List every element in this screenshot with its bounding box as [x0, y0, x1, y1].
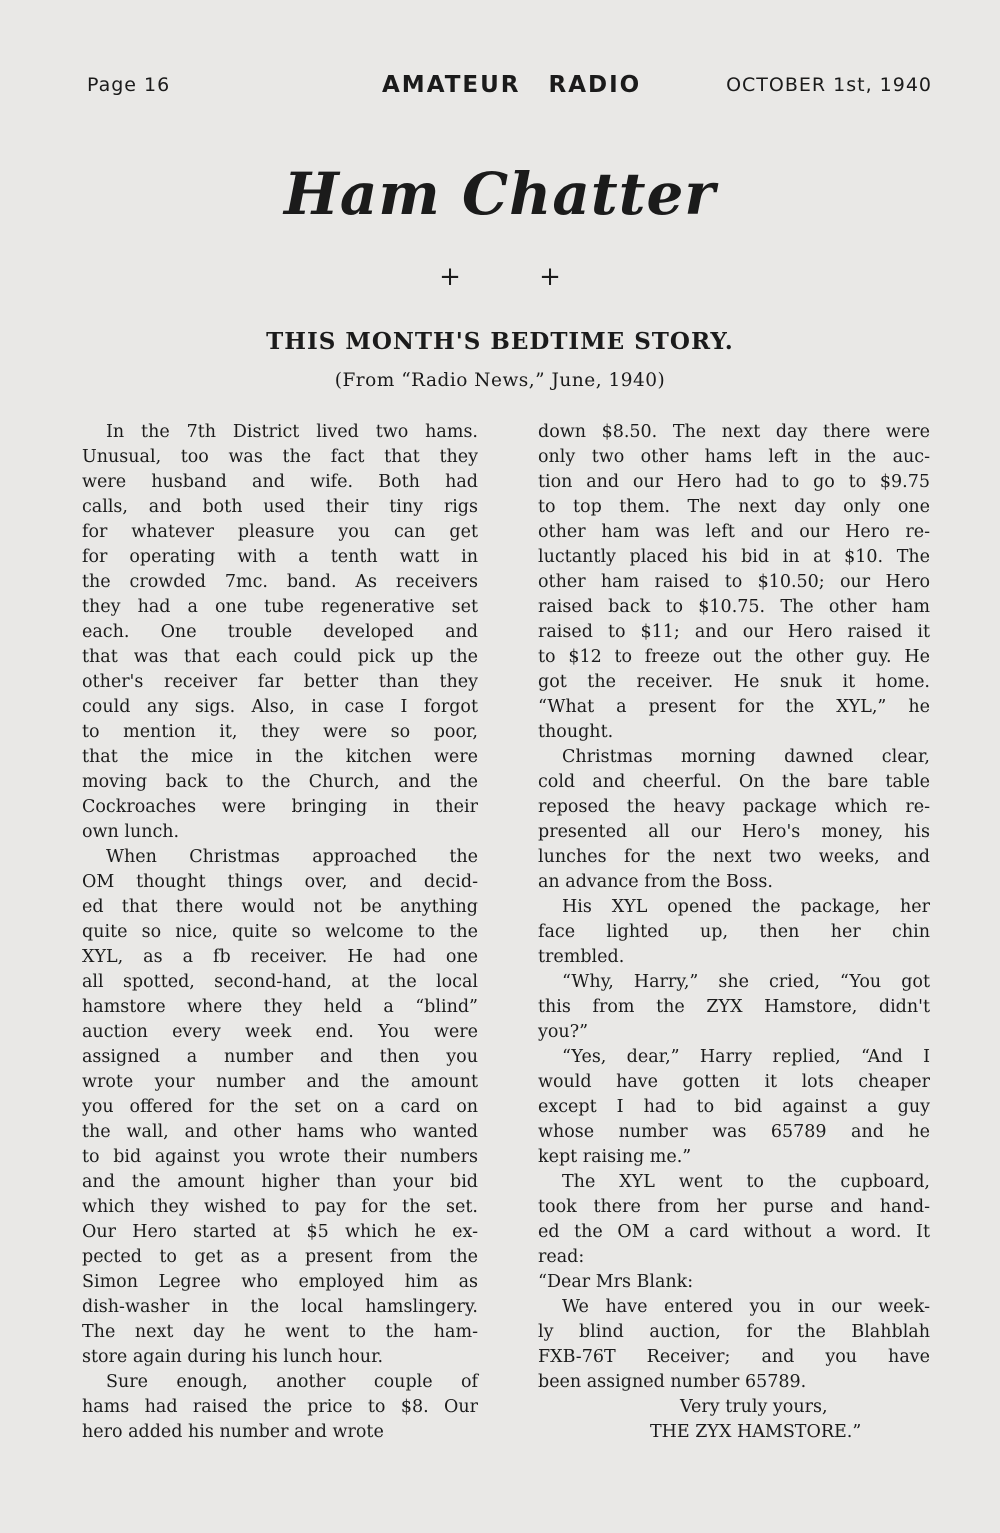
text-line: down $8.50. The next day there were: [538, 422, 930, 442]
page-header: [87, 72, 932, 102]
text-line: they had a one tube regenerative set: [82, 597, 478, 617]
text-line: an advance from the Boss.: [538, 872, 773, 892]
text-line: His XYL opened the package, her: [562, 897, 930, 917]
text-line: auction every week end. You were: [82, 1022, 478, 1042]
text-line: to top them. The next day only one: [538, 497, 930, 517]
left-column: [82, 420, 478, 1445]
text-line: In the 7th District lived two hams.: [106, 422, 478, 442]
text-line: luctantly placed his bid in at $10. The: [538, 547, 930, 567]
text-line: store again during his lunch hour.: [82, 1347, 384, 1367]
text-line: Unusual, too was the fact that they: [82, 447, 478, 467]
text-line: trembled.: [538, 947, 625, 967]
issue-date: OCTOBER 1st, 1940: [726, 74, 932, 96]
text-line: hero added his number and wrote: [82, 1422, 384, 1442]
text-line: been assigned number 65789.: [538, 1372, 807, 1392]
text-line: ed that there would not be anything: [82, 897, 478, 917]
text-line: assigned a number and then you: [82, 1047, 478, 1067]
text-line: THE ZYX HAMSTORE.”: [650, 1422, 862, 1442]
text-line: only two other hams left in the auc-: [538, 447, 930, 467]
text-line: except I had to bid against a guy: [538, 1097, 930, 1117]
text-line: We have entered you in our week-: [562, 1297, 930, 1317]
text-line: calls, and both used their tiny rigs: [82, 497, 478, 517]
story-source: (From “Radio News,” June, 1940): [334, 370, 666, 391]
text-line: Our Hero started at $5 which he ex-: [82, 1222, 478, 1242]
text-line: to bid against you wrote their numbers: [82, 1147, 478, 1167]
text-line: you offered for the set on a card on: [82, 1097, 478, 1117]
text-line: lunches for the next two weeks, and: [538, 847, 930, 867]
right-column: [538, 420, 930, 1445]
text-line: thought.: [538, 722, 614, 742]
text-line: for whatever pleasure you can get: [82, 522, 478, 542]
text-line: reposed the heavy package which re-: [538, 797, 930, 817]
text-line: hamstore where they held a “blind”: [82, 997, 478, 1017]
text-line: that was that each could pick up the: [82, 647, 478, 667]
text-line: Simon Legree who employed him as: [82, 1272, 478, 1292]
text-line: got the receiver. He snuk it home.: [538, 672, 930, 692]
text-line: pected to get as a present from the: [82, 1247, 478, 1267]
text-line: for operating with a tenth watt in: [82, 547, 478, 567]
text-line: “Dear Mrs Blank:: [538, 1272, 694, 1292]
text-line: face lighted up, then her chin: [538, 922, 930, 942]
text-line: tion and our Hero had to go to $9.75: [538, 472, 930, 492]
text-line: hams had raised the price to $8. Our: [82, 1397, 478, 1417]
text-line: wrote your number and the amount: [82, 1072, 478, 1092]
text-line: The XYL went to the cupboard,: [562, 1172, 930, 1192]
text-line: which they wished to pay for the set.: [82, 1197, 478, 1217]
publication-name: AMATEUR RADIO: [382, 72, 642, 98]
text-line: cold and cheerful. On the bare table: [538, 772, 930, 792]
story-title: THIS MONTH'S BEDTIME STORY.: [266, 328, 734, 355]
text-line: raised to $11; and our Hero raised it: [538, 622, 930, 642]
text-line: other's receiver far better than they: [82, 672, 478, 692]
text-line: other ham was left and our Hero re-: [538, 522, 930, 542]
text-line: whose number was 65789 and he: [538, 1122, 930, 1142]
text-line: Very truly yours,: [680, 1397, 828, 1417]
text-line: to mention it, they were so poor,: [82, 722, 478, 742]
text-line: raised back to $10.75. The other ham: [538, 597, 930, 617]
text-line: took there from her purse and hand-: [538, 1197, 930, 1217]
text-line: “Yes, dear,” Harry replied, “And I: [562, 1047, 930, 1067]
text-line: OM thought things over, and decid-: [82, 872, 478, 892]
text-line: FXB-76T Receiver; and you have: [538, 1347, 930, 1367]
text-line: to $12 to freeze out the other guy. He: [538, 647, 930, 667]
text-line: this from the ZYX Hamstore, didn't: [538, 997, 930, 1017]
text-line: ly blind auction, for the Blahblah: [538, 1322, 930, 1342]
text-line: the crowded 7mc. band. As receivers: [82, 572, 478, 592]
text-line: “Why, Harry,” she cried, “You got: [562, 972, 930, 992]
text-line: “What a present for the XYL,” he: [538, 697, 930, 717]
text-line: The next day he went to the ham-: [82, 1322, 478, 1342]
text-line: dish-washer in the local hamslingery.: [82, 1297, 478, 1317]
text-line: Sure enough, another couple of: [106, 1372, 478, 1392]
text-line: you?”: [538, 1022, 589, 1042]
text-line: XYL, as a fb receiver. He had one: [82, 947, 478, 967]
ornament-divider: + +: [439, 262, 561, 292]
text-line: all spotted, second-hand, at the local: [82, 972, 478, 992]
text-line: own lunch.: [82, 822, 180, 842]
text-line: and the amount higher than your bid: [82, 1172, 478, 1192]
text-line: could any sigs. Also, in case I forgot: [82, 697, 478, 717]
text-line: quite so nice, quite so welcome to the: [82, 922, 478, 942]
text-line: the wall, and other hams who wanted: [82, 1122, 478, 1142]
text-line: were husband and wife. Both had: [82, 472, 478, 492]
text-line: ed the OM a card without a word. It: [538, 1222, 930, 1242]
text-line: other ham raised to $10.50; our Hero: [538, 572, 930, 592]
text-line: read:: [538, 1247, 585, 1267]
text-line: Christmas morning dawned clear,: [562, 747, 930, 767]
text-line: moving back to the Church, and the: [82, 772, 478, 792]
page-number: Page 16: [87, 74, 171, 96]
text-line: kept raising me.”: [538, 1147, 692, 1167]
section-title: Ham Chatter: [284, 160, 716, 228]
text-line: Cockroaches were bringing in their: [82, 797, 478, 817]
text-line: would have gotten it lots cheaper: [538, 1072, 930, 1092]
text-line: When Christmas approached the: [106, 847, 478, 867]
text-line: that the mice in the kitchen were: [82, 747, 478, 767]
text-line: each. One trouble developed and: [82, 622, 478, 642]
text-line: presented all our Hero's money, his: [538, 822, 930, 842]
